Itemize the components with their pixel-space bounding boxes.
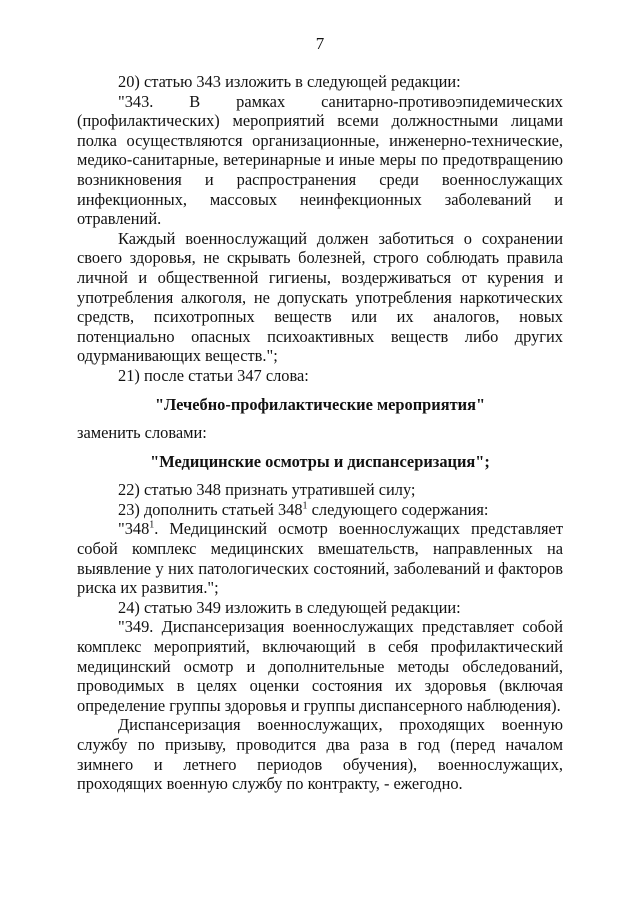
article-343-paragraph-1: "343. В рамках санитарно-противоэпидемических (профилактических) мероприятий всеми должностными лицами полка осуществляются организационные, инженерно-технические, медико-санитарные, ветеринарные и иные меры по предотвращению возникновения и распространения среди военнослужащих инфекционных, массовых неинфекционных заболеваний и отравлений. [77,91,563,229]
page-number: 7 [315,34,325,53]
item-24: 24) статью 349 изложить в следующей редакции: [118,597,461,617]
item-23-text-end: следующего содержания: [307,499,489,519]
item-23 [77,500,563,520]
new-heading-words: "Медицинские осмотры и диспансеризация"; [150,451,490,471]
article-348-1-number: "348 [118,519,150,539]
item-21: 21) после статьи 347 слова: [118,365,309,385]
item-22: 22) статью 348 признать утратившей силу; [118,480,416,500]
article-349-paragraph-1: "349. Диспансеризация военнослужащих представляет собой комплекс мероприятий, включающий в себя профилактический медицинский осмотр и дополнительные методы обследований, проводимых в целях оценки состояния их здоровья (включая определение группы здоровья и группы диспансерного наблюдения). [77,617,563,715]
article-348-1-text: . Медицинский осмотр военнослужащих представляет собой комплекс медицинских вмешательств, направленных на выявление у них патологических состояний, заболеваний и факторов риска их развития."; [77,519,563,598]
document-body [77,72,563,794]
article-343-paragraph-2: Каждый военнослужащий должен заботиться о сохранении своего здоровья, не скрывать болезней, строго соблюдать правила личной и общественной гигиены, воздерживаться от курения и употребления алкоголя, не допускать употребления наркотических средств, психотропных веществ или их аналогов, новых потенциально опасных психоактивных веществ либо других одурманивающих веществ."; [77,228,563,366]
article-349-paragraph-2: Диспансеризация военнослужащих, проходящих военную службу по призыву, проводится два раза в год (перед началом зимнего и летнего периодов обучения), военнослужащих, проходящих военную службу по контракту, - ежегодно. [77,715,563,794]
replace-with-label: заменить словами: [77,423,207,443]
old-heading-words: "Лечебно-профилактические мероприятия" [154,394,486,414]
article-348-1 [77,519,563,597]
item-23-text-start: 23) дополнить статьей 348 [118,499,303,519]
item-20: 20) статью 343 изложить в следующей редакции: [118,72,461,91]
item-23-superscript: 1 [302,500,308,512]
article-348-1-superscript: 1 [149,520,155,531]
